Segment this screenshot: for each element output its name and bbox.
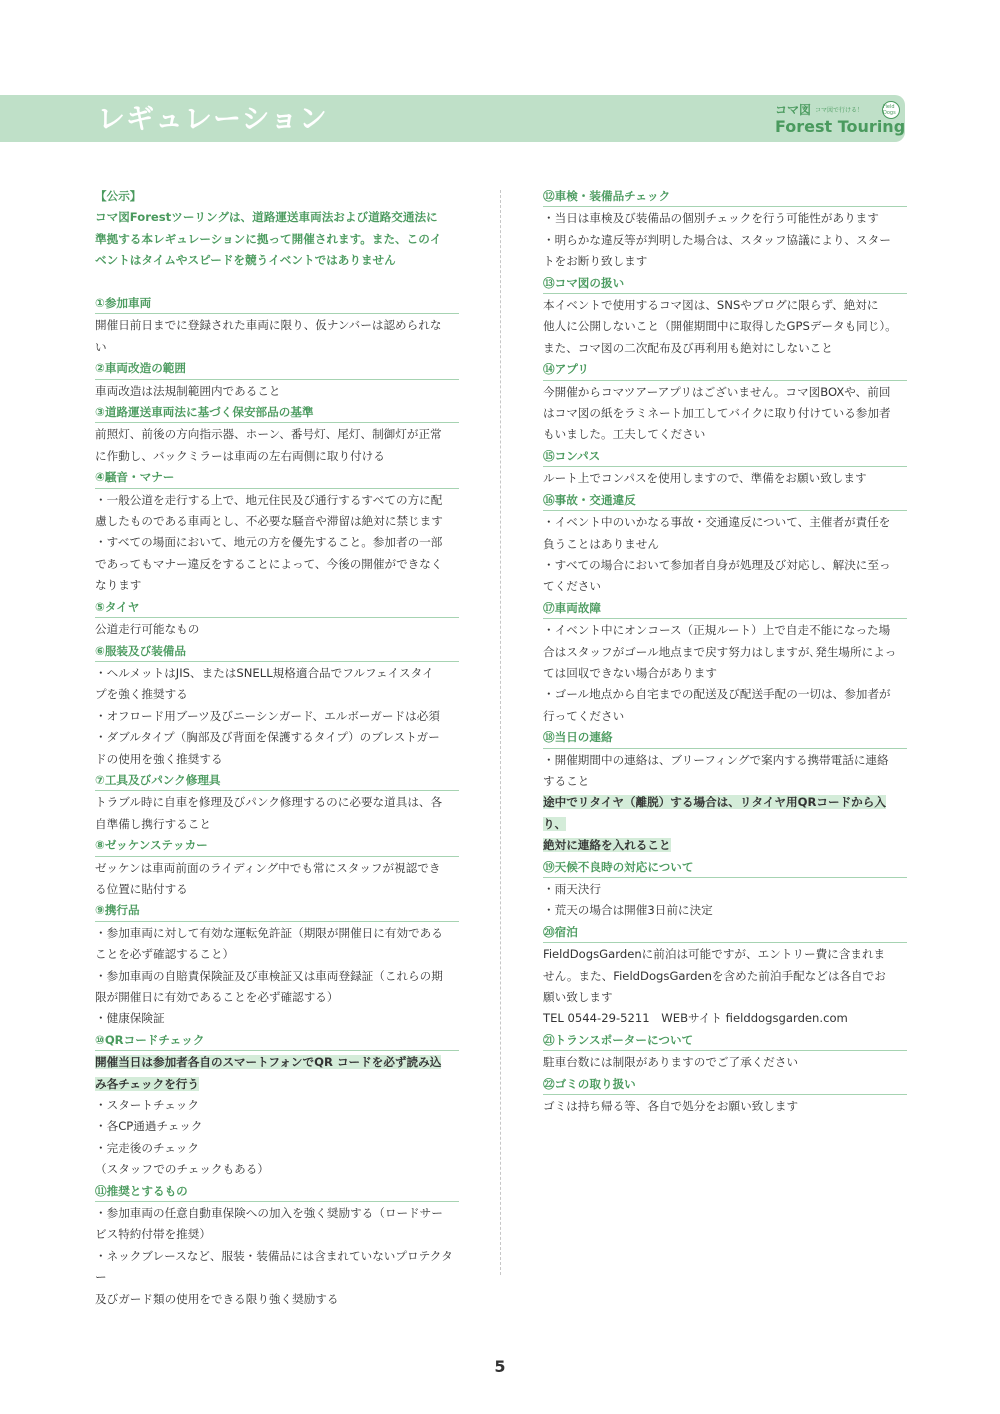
section-title-recommended: ⑪推奨とするもの — [95, 1181, 459, 1202]
logo-badge: Field Dogs — [882, 101, 900, 119]
section-line: に作動し、バックミラーは車両の左右両側に取り付ける — [95, 448, 385, 463]
section-line: 及びガード類の使用をできる限り強く奨励する — [95, 1291, 339, 1306]
section-line: ・イベント中のいかなる事故・交通違反について、主催者が責任を — [543, 515, 891, 530]
highlighted-notice: 途中でリタイヤ（離脱）する場合は、リタイヤ用QRコードから入り、 — [543, 795, 886, 831]
section-title-vehicle: ①参加車両 — [95, 293, 459, 314]
contact-info: TEL 0544-29-5211 WEBサイト fielddogsgarden.com — [543, 1011, 848, 1026]
section-line: ・一般公道を走行する上で、地元住民及び通行するすべての方に配 — [95, 492, 443, 507]
section-line: 駐車台数には制限がありますのでご了承ください — [543, 1055, 799, 1070]
section-line: もいました。工夫してください — [543, 427, 706, 442]
section-line: 自準備し携行すること — [95, 816, 211, 831]
intro-line: ベントはタイムやスピードを競うイベントではありません — [95, 253, 396, 268]
left-column — [95, 186, 459, 1310]
column-divider — [500, 190, 501, 1275]
section-title-qr-check: ⑩QRコードチェック — [95, 1030, 459, 1051]
section-line: ・荒天の場合は開催3日前に決定 — [543, 903, 713, 918]
section-line: すること — [543, 773, 590, 788]
section-line: また、コマ図の二次配布及び再利用も絶対にしないこと — [543, 340, 833, 355]
section-title-app: ⑭アプリ — [543, 359, 907, 380]
section-line: 限が開催日に有効であることを必ず確認する） — [95, 990, 339, 1005]
section-line: （スタッフでのチェックもある） — [95, 1162, 269, 1177]
section-title-tools: ⑦工具及びパンク修理具 — [95, 770, 459, 791]
section-line: る位置に貼付する — [95, 881, 188, 896]
section-line: ・健康保険証 — [95, 1011, 165, 1026]
section-title-safety-parts: ③道路運送車両法に基づく保安部品の基準 — [95, 402, 459, 423]
section-line: 公道走行可能なもの — [95, 622, 200, 637]
section-title-inspection: ⑫車検・装備品チェック — [543, 186, 907, 207]
section-line: ・参加車両の自賠責保険証及び車検証又は車両登録証（これらの期 — [95, 968, 443, 983]
section-line: はコマ図の紙をラミネート加工してバイクに取り付けている参加者 — [543, 406, 891, 421]
section-title-gear: ⑥服装及び装備品 — [95, 641, 459, 662]
section-line: ・ネックブレースなど、服装・装備品には含まれていないプロテクター — [95, 1248, 453, 1285]
section-line: ・開催期間中の連絡は、ブリーフィングで案内する携帯電話に連絡 — [543, 752, 889, 767]
section-line: ・すべての場合において参加者自身が処理及び対応し、解決に至っ — [543, 557, 891, 572]
section-title-carry-items: ⑨携行品 — [95, 900, 459, 921]
section-line: てください — [543, 579, 601, 594]
section-title-compass: ⑮コンパス — [543, 446, 907, 467]
section-line: ・参加車両に対して有効な運転免許証（期限が開催日に有効である — [95, 925, 443, 940]
intro-line: 準拠する本レギュレーションに拠って開催されます。また、このイ — [95, 231, 442, 246]
spacer — [95, 272, 459, 293]
section-title-accidents: ⑯事故・交通違反 — [543, 490, 907, 511]
section-line: ・各CP通過チェック — [95, 1119, 203, 1134]
section-title-transporter: ㉑トランスポーターについて — [543, 1030, 907, 1051]
section-title-number-sticker: ⑧ゼッケンステッカー — [95, 835, 459, 856]
section-line: ことを必ず確認すること） — [95, 947, 235, 962]
section-line: 今開催からコマツアーアプリはございません。コマ図BOXや、前回 — [543, 384, 891, 399]
section-line: い — [95, 339, 107, 354]
section-line: なります — [95, 578, 142, 593]
forest-touring-logo — [775, 101, 906, 139]
section-line: 慮したものである車両とし、不必要な騒音や滞留は絶対に禁じます — [95, 514, 443, 529]
highlighted-notice: み各チェックを行う — [95, 1076, 199, 1091]
section-title-tires: ⑤タイヤ — [95, 597, 459, 618]
section-line: ゴミは持ち帰る等、各自で処分をお願い致します — [543, 1099, 799, 1114]
section-title-garbage: ㉒ゴミの取り扱い — [543, 1074, 907, 1095]
section-line: 他人に公開しないこと（開催期間中に取得したGPSデータも同じ）。 — [543, 319, 897, 334]
intro-label: 【公示】 — [95, 189, 142, 203]
section-line: 開催日前日までに登録された車両に限り、仮ナンバーは認められな — [95, 318, 442, 333]
section-line: ゼッケンは車両前面のライディング中でも常にスタッフが視認でき — [95, 860, 441, 875]
section-line: ・ゴール地点から自宅までの配送及び配送手配の一切は、参加者が — [543, 687, 891, 702]
section-line: ・スタートチェック — [95, 1098, 199, 1113]
page-number: 5 — [494, 1357, 506, 1376]
logo-mark: コマ図 — [775, 102, 812, 117]
section-title-contact: ⑱当日の連絡 — [543, 727, 907, 748]
section-line: 前照灯、前後の方向指示器、ホーン、番号灯、尾灯、制御灯が正常 — [95, 427, 442, 442]
intro-line: コマ図Forestツーリングは、道路運送車両法および道路交通法に — [95, 210, 438, 225]
section-line: 行ってください — [543, 708, 625, 723]
section-title-modification: ②車両改造の範囲 — [95, 358, 459, 379]
section-title-map-handling: ⑬コマ図の扱い — [543, 273, 907, 294]
section-line: ビス特約付帯を推奨） — [95, 1227, 211, 1242]
section-line: であってもマナー違反をすることによって、今後の開催ができなく — [95, 556, 443, 571]
section-line: 車両改造は法規制範囲内であること — [95, 383, 281, 398]
section-line: トをお断り致します — [543, 254, 648, 269]
section-title-breakdown: ⑰車両故障 — [543, 598, 907, 619]
logo-wordmark: Forest Touring — [775, 117, 906, 136]
highlighted-notice: 絶対に連絡を入れること — [543, 838, 671, 853]
section-line: ルート上でコンパスを使用しますので、準備をお願い致します — [543, 471, 867, 486]
page-title: レギュレーション — [97, 102, 328, 135]
highlighted-notice: 開催当日は参加者各自のスマートフォンでQR コードを必ず読み込 — [95, 1055, 442, 1070]
section-line: 負うことはありません — [543, 536, 659, 551]
right-column — [543, 186, 907, 1117]
section-title-noise-manners: ④騒音・マナー — [95, 467, 459, 488]
section-line: ・明らかな違反等が判明した場合は、スタッフ協議により、スター — [543, 232, 891, 247]
section-title-lodging: ⑳宿泊 — [543, 922, 907, 943]
section-line: ・ヘルメットはJIS、またはSNELL規格適合品でフルフェイスタイ — [95, 665, 434, 680]
section-line: 本イベントで使用するコマ図は、SNSやブログに限らず、絶対に — [543, 298, 879, 313]
section-line: 願い致します — [543, 990, 613, 1005]
logo-tagline: コマ図で行ける！ — [815, 106, 864, 114]
section-line: ・雨天決行 — [543, 882, 601, 896]
section-line: ・完走後のチェック — [95, 1140, 199, 1155]
section-line: ・ダブルタイプ（胸部及び背面を保護するタイプ）のブレストガー — [95, 730, 440, 745]
section-line: ・イベント中にオンコース（正規ルート）上で自走不能になった場 — [543, 623, 891, 638]
section-line: FieldDogsGardenに前泊は可能ですが、エントリー費に含まれま — [543, 947, 886, 962]
section-line: ドの使用を強く推奨する — [95, 751, 223, 766]
section-line: ・オフロード用ブーツ及びニーシンガード、エルボーガードは必須 — [95, 708, 440, 723]
section-line: プを強く推奨する — [95, 687, 188, 702]
section-line: ・当日は車検及び装備品の個別チェックを行う可能性があります — [543, 211, 879, 226]
section-line: ては回収できない場合があります — [543, 665, 717, 680]
section-line: 合はスタッフがゴール地点まで戻す努力はしますが､発生場所によっ — [543, 644, 897, 659]
section-title-weather: ⑲天候不良時の対応について — [543, 857, 907, 878]
section-line: ・参加車両の任意自動車保険への加入を強く奨励する（ロードサー — [95, 1206, 443, 1221]
section-line: せん。また、FieldDogsGardenを含めた前泊手配などは各自でお — [543, 968, 886, 983]
section-line: ・すべての場面において、地元の方を優先すること。参加者の一部 — [95, 535, 443, 550]
section-line: トラブル時に自車を修理及びパンク修理するのに必要な道具は、各 — [95, 795, 443, 810]
